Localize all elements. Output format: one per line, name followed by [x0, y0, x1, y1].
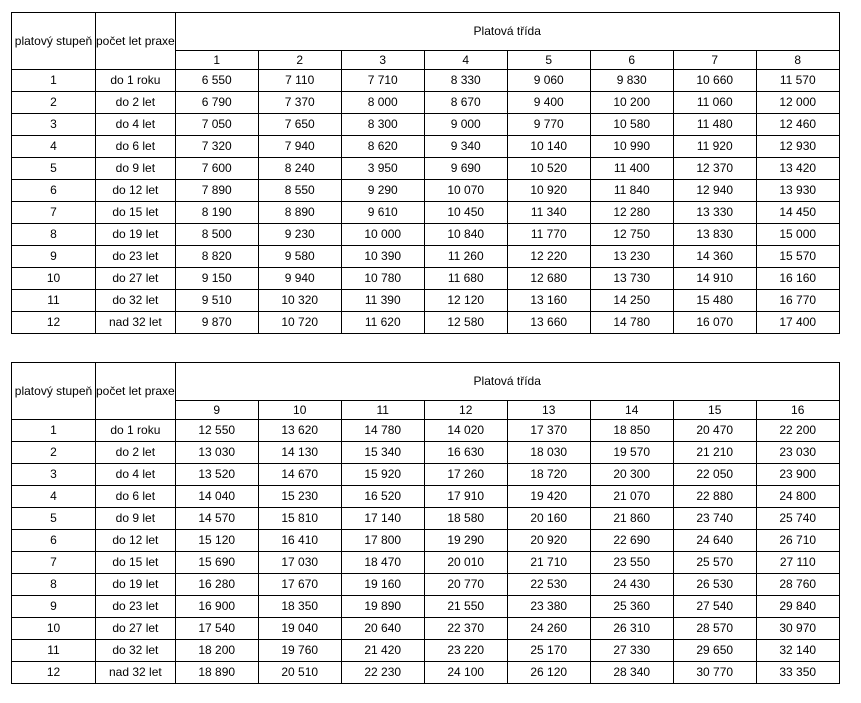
- salary-value-cell: 8 820: [175, 246, 258, 268]
- table-row: [12, 640, 840, 662]
- salary-value-cell: 8 330: [424, 70, 507, 92]
- salary-value-cell: 7 650: [258, 114, 341, 136]
- salary-class-number: 4: [424, 51, 507, 70]
- salary-value-cell: 10 660: [673, 70, 756, 92]
- salary-value-cell: 22 530: [507, 574, 590, 596]
- salary-value-cell: 24 100: [424, 662, 507, 684]
- salary-value-cell: 10 390: [341, 246, 424, 268]
- salary-value-cell: 20 160: [507, 508, 590, 530]
- table-row: [12, 180, 840, 202]
- salary-value-cell: 15 920: [341, 464, 424, 486]
- salary-value-cell: 19 160: [341, 574, 424, 596]
- salary-value-cell: 33 350: [756, 662, 839, 684]
- header-salary-class-title: Platová třída: [175, 363, 839, 401]
- years-of-practice-cell: do 12 let: [96, 180, 176, 202]
- table-row: [12, 486, 840, 508]
- salary-value-cell: 15 570: [756, 246, 839, 268]
- salary-class-number: 16: [756, 401, 839, 420]
- salary-value-cell: 28 760: [756, 574, 839, 596]
- table-header-row: [12, 363, 840, 401]
- salary-value-cell: 15 230: [258, 486, 341, 508]
- salary-value-cell: 7 710: [341, 70, 424, 92]
- table-row: [12, 420, 840, 442]
- table-row: [12, 114, 840, 136]
- salary-value-cell: 15 120: [175, 530, 258, 552]
- salary-value-cell: 27 110: [756, 552, 839, 574]
- salary-value-cell: 18 350: [258, 596, 341, 618]
- salary-step-cell: 2: [12, 442, 96, 464]
- salary-step-cell: 3: [12, 464, 96, 486]
- salary-step-cell: 12: [12, 662, 96, 684]
- salary-value-cell: 9 510: [175, 290, 258, 312]
- salary-value-cell: 12 280: [590, 202, 673, 224]
- salary-table-classes-9-16: [11, 362, 840, 684]
- salary-value-cell: 22 230: [341, 662, 424, 684]
- salary-value-cell: 13 930: [756, 180, 839, 202]
- salary-value-cell: 17 910: [424, 486, 507, 508]
- salary-value-cell: 8 500: [175, 224, 258, 246]
- salary-value-cell: 15 810: [258, 508, 341, 530]
- table-row: [12, 290, 840, 312]
- salary-value-cell: 7 110: [258, 70, 341, 92]
- salary-value-cell: 10 720: [258, 312, 341, 334]
- salary-value-cell: 11 620: [341, 312, 424, 334]
- salary-value-cell: 23 550: [590, 552, 673, 574]
- years-of-practice-cell: do 9 let: [96, 158, 176, 180]
- salary-value-cell: 17 030: [258, 552, 341, 574]
- header-salary-class-title: Platová třída: [175, 13, 839, 51]
- salary-value-cell: 20 920: [507, 530, 590, 552]
- salary-step-cell: 2: [12, 92, 96, 114]
- salary-value-cell: 26 710: [756, 530, 839, 552]
- salary-value-cell: 8 550: [258, 180, 341, 202]
- salary-value-cell: 13 660: [507, 312, 590, 334]
- salary-class-number: 12: [424, 401, 507, 420]
- salary-value-cell: 8 190: [175, 202, 258, 224]
- salary-value-cell: 26 310: [590, 618, 673, 640]
- years-of-practice-cell: do 23 let: [96, 596, 176, 618]
- years-of-practice-cell: do 27 let: [96, 618, 176, 640]
- salary-value-cell: 16 630: [424, 442, 507, 464]
- salary-value-cell: 10 780: [341, 268, 424, 290]
- salary-value-cell: 12 680: [507, 268, 590, 290]
- salary-value-cell: 11 340: [507, 202, 590, 224]
- salary-step-cell: 4: [12, 486, 96, 508]
- salary-value-cell: 19 290: [424, 530, 507, 552]
- years-of-practice-cell: do 1 roku: [96, 420, 176, 442]
- table-row: [12, 508, 840, 530]
- salary-value-cell: 13 730: [590, 268, 673, 290]
- salary-value-cell: 12 460: [756, 114, 839, 136]
- salary-value-cell: 15 000: [756, 224, 839, 246]
- salary-value-cell: 11 060: [673, 92, 756, 114]
- salary-value-cell: 26 120: [507, 662, 590, 684]
- years-of-practice-cell: do 2 let: [96, 442, 176, 464]
- salary-value-cell: 11 770: [507, 224, 590, 246]
- salary-value-cell: 12 940: [673, 180, 756, 202]
- salary-value-cell: 8 240: [258, 158, 341, 180]
- salary-class-number: 14: [590, 401, 673, 420]
- salary-class-number: 9: [175, 401, 258, 420]
- salary-value-cell: 8 000: [341, 92, 424, 114]
- salary-value-cell: 10 140: [507, 136, 590, 158]
- salary-value-cell: 19 570: [590, 442, 673, 464]
- salary-value-cell: 18 720: [507, 464, 590, 486]
- years-of-practice-cell: do 19 let: [96, 224, 176, 246]
- salary-value-cell: 28 340: [590, 662, 673, 684]
- salary-value-cell: 13 620: [258, 420, 341, 442]
- salary-value-cell: 6 790: [175, 92, 258, 114]
- table-row: [12, 70, 840, 92]
- salary-value-cell: 18 890: [175, 662, 258, 684]
- salary-value-cell: 8 890: [258, 202, 341, 224]
- table-row: [12, 596, 840, 618]
- salary-class-number: 1: [175, 51, 258, 70]
- salary-value-cell: 25 170: [507, 640, 590, 662]
- table-row: [12, 530, 840, 552]
- salary-value-cell: 9 060: [507, 70, 590, 92]
- salary-value-cell: 11 570: [756, 70, 839, 92]
- salary-value-cell: 16 410: [258, 530, 341, 552]
- years-of-practice-cell: do 15 let: [96, 552, 176, 574]
- table-row: [12, 224, 840, 246]
- table-row: [12, 136, 840, 158]
- salary-value-cell: 19 420: [507, 486, 590, 508]
- salary-value-cell: 8 670: [424, 92, 507, 114]
- salary-value-cell: 8 300: [341, 114, 424, 136]
- salary-value-cell: 12 220: [507, 246, 590, 268]
- salary-value-cell: 12 750: [590, 224, 673, 246]
- salary-value-cell: 9 150: [175, 268, 258, 290]
- salary-value-cell: 13 230: [590, 246, 673, 268]
- salary-value-cell: 7 890: [175, 180, 258, 202]
- table-row: [12, 92, 840, 114]
- salary-value-cell: 12 580: [424, 312, 507, 334]
- salary-value-cell: 16 900: [175, 596, 258, 618]
- salary-value-cell: 14 020: [424, 420, 507, 442]
- salary-value-cell: 20 510: [258, 662, 341, 684]
- table-row: [12, 552, 840, 574]
- salary-value-cell: 14 780: [341, 420, 424, 442]
- table-row: [12, 442, 840, 464]
- salary-value-cell: 29 650: [673, 640, 756, 662]
- years-of-practice-cell: do 2 let: [96, 92, 176, 114]
- salary-value-cell: 21 710: [507, 552, 590, 574]
- salary-step-cell: 6: [12, 530, 96, 552]
- salary-value-cell: 13 830: [673, 224, 756, 246]
- salary-value-cell: 7 370: [258, 92, 341, 114]
- salary-value-cell: 24 800: [756, 486, 839, 508]
- salary-value-cell: 10 920: [507, 180, 590, 202]
- table-row: [12, 268, 840, 290]
- salary-value-cell: 9 340: [424, 136, 507, 158]
- salary-value-cell: 13 030: [175, 442, 258, 464]
- salary-value-cell: 22 370: [424, 618, 507, 640]
- salary-value-cell: 16 070: [673, 312, 756, 334]
- salary-value-cell: 10 000: [341, 224, 424, 246]
- salary-value-cell: 11 480: [673, 114, 756, 136]
- salary-value-cell: 17 540: [175, 618, 258, 640]
- years-of-practice-cell: do 32 let: [96, 640, 176, 662]
- header-salary-step: platový stupeň: [12, 363, 96, 420]
- salary-step-cell: 8: [12, 574, 96, 596]
- salary-value-cell: 12 120: [424, 290, 507, 312]
- years-of-practice-cell: do 1 roku: [96, 70, 176, 92]
- salary-value-cell: 13 330: [673, 202, 756, 224]
- salary-value-cell: 7 320: [175, 136, 258, 158]
- salary-class-number: 11: [341, 401, 424, 420]
- salary-value-cell: 14 130: [258, 442, 341, 464]
- salary-value-cell: 9 000: [424, 114, 507, 136]
- salary-value-cell: 11 400: [590, 158, 673, 180]
- salary-value-cell: 19 040: [258, 618, 341, 640]
- salary-value-cell: 14 670: [258, 464, 341, 486]
- salary-value-cell: 20 300: [590, 464, 673, 486]
- salary-value-cell: 22 880: [673, 486, 756, 508]
- salary-value-cell: 9 580: [258, 246, 341, 268]
- salary-class-number: 13: [507, 401, 590, 420]
- table-row: [12, 574, 840, 596]
- salary-class-number: 6: [590, 51, 673, 70]
- years-of-practice-cell: do 6 let: [96, 136, 176, 158]
- salary-value-cell: 10 990: [590, 136, 673, 158]
- salary-value-cell: 9 290: [341, 180, 424, 202]
- header-salary-step: platový stupeň: [12, 13, 96, 70]
- salary-class-number: 2: [258, 51, 341, 70]
- salary-value-cell: 14 780: [590, 312, 673, 334]
- salary-table-classes-1-8: [11, 12, 840, 334]
- salary-value-cell: 14 250: [590, 290, 673, 312]
- salary-value-cell: 14 910: [673, 268, 756, 290]
- salary-value-cell: 17 670: [258, 574, 341, 596]
- salary-value-cell: 23 220: [424, 640, 507, 662]
- salary-value-cell: 11 260: [424, 246, 507, 268]
- salary-value-cell: 9 770: [507, 114, 590, 136]
- salary-value-cell: 14 570: [175, 508, 258, 530]
- salary-value-cell: 13 420: [756, 158, 839, 180]
- salary-value-cell: 18 030: [507, 442, 590, 464]
- salary-value-cell: 13 160: [507, 290, 590, 312]
- salary-value-cell: 17 140: [341, 508, 424, 530]
- table-row: [12, 464, 840, 486]
- salary-value-cell: 16 160: [756, 268, 839, 290]
- salary-value-cell: 24 640: [673, 530, 756, 552]
- salary-value-cell: 10 840: [424, 224, 507, 246]
- salary-value-cell: 15 480: [673, 290, 756, 312]
- salary-value-cell: 25 570: [673, 552, 756, 574]
- salary-value-cell: 16 770: [756, 290, 839, 312]
- salary-step-cell: 8: [12, 224, 96, 246]
- salary-value-cell: 11 680: [424, 268, 507, 290]
- salary-value-cell: 10 450: [424, 202, 507, 224]
- salary-value-cell: 18 470: [341, 552, 424, 574]
- salary-value-cell: 16 520: [341, 486, 424, 508]
- salary-value-cell: 11 840: [590, 180, 673, 202]
- salary-value-cell: 10 580: [590, 114, 673, 136]
- salary-value-cell: 24 430: [590, 574, 673, 596]
- salary-value-cell: 7 940: [258, 136, 341, 158]
- salary-step-cell: 1: [12, 70, 96, 92]
- years-of-practice-cell: do 9 let: [96, 508, 176, 530]
- salary-class-number: 8: [756, 51, 839, 70]
- salary-value-cell: 9 690: [424, 158, 507, 180]
- salary-value-cell: 24 260: [507, 618, 590, 640]
- salary-value-cell: 7 600: [175, 158, 258, 180]
- salary-value-cell: 10 520: [507, 158, 590, 180]
- salary-value-cell: 27 330: [590, 640, 673, 662]
- salary-step-cell: 7: [12, 552, 96, 574]
- salary-value-cell: 29 840: [756, 596, 839, 618]
- salary-value-cell: 18 200: [175, 640, 258, 662]
- salary-step-cell: 10: [12, 268, 96, 290]
- salary-value-cell: 23 900: [756, 464, 839, 486]
- salary-step-cell: 9: [12, 596, 96, 618]
- table-header-row: [12, 13, 840, 51]
- salary-value-cell: 18 850: [590, 420, 673, 442]
- salary-value-cell: 22 050: [673, 464, 756, 486]
- table-row: [12, 246, 840, 268]
- salary-value-cell: 18 580: [424, 508, 507, 530]
- salary-value-cell: 14 360: [673, 246, 756, 268]
- salary-value-cell: 22 200: [756, 420, 839, 442]
- header-years-of-practice: počet let praxe: [96, 363, 176, 420]
- salary-step-cell: 10: [12, 618, 96, 640]
- salary-value-cell: 30 770: [673, 662, 756, 684]
- salary-value-cell: 16 280: [175, 574, 258, 596]
- salary-value-cell: 10 200: [590, 92, 673, 114]
- salary-value-cell: 21 210: [673, 442, 756, 464]
- salary-class-number: 5: [507, 51, 590, 70]
- salary-value-cell: 12 000: [756, 92, 839, 114]
- salary-step-cell: 6: [12, 180, 96, 202]
- salary-step-cell: 5: [12, 508, 96, 530]
- salary-step-cell: 11: [12, 290, 96, 312]
- salary-class-number: 10: [258, 401, 341, 420]
- salary-value-cell: 21 420: [341, 640, 424, 662]
- salary-step-cell: 9: [12, 246, 96, 268]
- salary-class-number: 7: [673, 51, 756, 70]
- salary-step-cell: 12: [12, 312, 96, 334]
- years-of-practice-cell: do 15 let: [96, 202, 176, 224]
- salary-value-cell: 9 940: [258, 268, 341, 290]
- table-row: [12, 202, 840, 224]
- years-of-practice-cell: do 19 let: [96, 574, 176, 596]
- salary-value-cell: 20 010: [424, 552, 507, 574]
- salary-value-cell: 17 260: [424, 464, 507, 486]
- years-of-practice-cell: do 4 let: [96, 114, 176, 136]
- salary-value-cell: 17 800: [341, 530, 424, 552]
- salary-value-cell: 12 550: [175, 420, 258, 442]
- salary-value-cell: 14 040: [175, 486, 258, 508]
- salary-value-cell: 17 400: [756, 312, 839, 334]
- salary-value-cell: 19 890: [341, 596, 424, 618]
- salary-value-cell: 10 320: [258, 290, 341, 312]
- salary-value-cell: 6 550: [175, 70, 258, 92]
- salary-value-cell: 12 370: [673, 158, 756, 180]
- salary-value-cell: 14 450: [756, 202, 839, 224]
- years-of-practice-cell: do 6 let: [96, 486, 176, 508]
- salary-value-cell: 15 340: [341, 442, 424, 464]
- salary-value-cell: 32 140: [756, 640, 839, 662]
- salary-value-cell: 23 740: [673, 508, 756, 530]
- years-of-practice-cell: do 32 let: [96, 290, 176, 312]
- salary-value-cell: 9 400: [507, 92, 590, 114]
- years-of-practice-cell: nad 32 let: [96, 312, 176, 334]
- salary-value-cell: 23 030: [756, 442, 839, 464]
- salary-value-cell: 28 570: [673, 618, 756, 640]
- salary-value-cell: 27 540: [673, 596, 756, 618]
- salary-value-cell: 12 930: [756, 136, 839, 158]
- salary-value-cell: 9 610: [341, 202, 424, 224]
- salary-value-cell: 22 690: [590, 530, 673, 552]
- salary-value-cell: 3 950: [341, 158, 424, 180]
- header-years-of-practice: počet let praxe: [96, 13, 176, 70]
- salary-value-cell: 23 380: [507, 596, 590, 618]
- salary-value-cell: 25 360: [590, 596, 673, 618]
- salary-step-cell: 7: [12, 202, 96, 224]
- years-of-practice-cell: nad 32 let: [96, 662, 176, 684]
- salary-class-number: 3: [341, 51, 424, 70]
- salary-value-cell: 9 830: [590, 70, 673, 92]
- salary-value-cell: 13 520: [175, 464, 258, 486]
- salary-step-cell: 11: [12, 640, 96, 662]
- salary-value-cell: 30 970: [756, 618, 839, 640]
- years-of-practice-cell: do 12 let: [96, 530, 176, 552]
- salary-value-cell: 25 740: [756, 508, 839, 530]
- salary-value-cell: 19 760: [258, 640, 341, 662]
- table-row: [12, 662, 840, 684]
- salary-step-cell: 5: [12, 158, 96, 180]
- salary-value-cell: 10 070: [424, 180, 507, 202]
- salary-value-cell: 11 920: [673, 136, 756, 158]
- salary-value-cell: 17 370: [507, 420, 590, 442]
- salary-value-cell: 21 860: [590, 508, 673, 530]
- salary-value-cell: 20 470: [673, 420, 756, 442]
- salary-value-cell: 9 870: [175, 312, 258, 334]
- salary-step-cell: 3: [12, 114, 96, 136]
- salary-value-cell: 7 050: [175, 114, 258, 136]
- salary-value-cell: 20 640: [341, 618, 424, 640]
- years-of-practice-cell: do 27 let: [96, 268, 176, 290]
- salary-value-cell: 21 070: [590, 486, 673, 508]
- salary-value-cell: 11 390: [341, 290, 424, 312]
- salary-value-cell: 20 770: [424, 574, 507, 596]
- salary-value-cell: 26 530: [673, 574, 756, 596]
- salary-step-cell: 4: [12, 136, 96, 158]
- years-of-practice-cell: do 4 let: [96, 464, 176, 486]
- table-row: [12, 312, 840, 334]
- salary-step-cell: 1: [12, 420, 96, 442]
- salary-class-number: 15: [673, 401, 756, 420]
- table-row: [12, 618, 840, 640]
- years-of-practice-cell: do 23 let: [96, 246, 176, 268]
- salary-value-cell: 9 230: [258, 224, 341, 246]
- table-row: [12, 158, 840, 180]
- salary-value-cell: 21 550: [424, 596, 507, 618]
- salary-value-cell: 15 690: [175, 552, 258, 574]
- salary-value-cell: 8 620: [341, 136, 424, 158]
